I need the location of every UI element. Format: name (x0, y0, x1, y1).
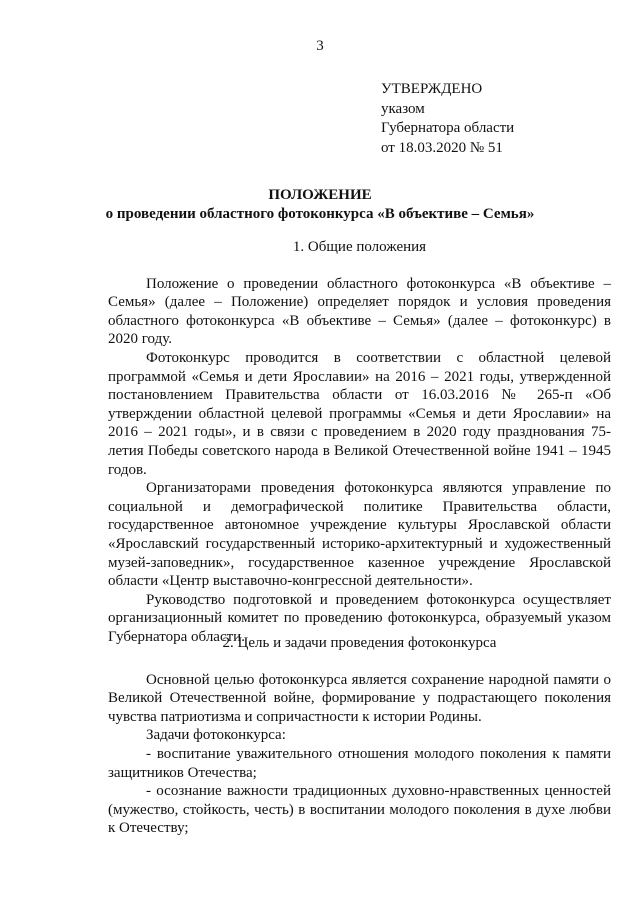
approval-line: УТВЕРЖДЕНО (381, 81, 483, 97)
paragraph: Основной целью фотоконкурса является сохранение народной памяти о Великой Отечественной войне, формирование у подрастающего поколения чувства патриотизма и сопричастности к истории Родины. (108, 671, 611, 725)
section-general-provisions (108, 238, 611, 646)
section-goals-tasks (108, 634, 611, 838)
list-item: - осознание важности традиционных духовно-нравственных ценностей (мужество, стойкость, честь) в воспитании молодого поколения в духе любви к Отечеству; (108, 783, 611, 837)
document-title (0, 186, 640, 224)
paragraph: Организаторами проведения фотоконкурса являются управление по социальной и демографической политике Правительства области, государственное автономное учреждение культуры Ярославской области «Ярославский государственный историко-архитектурный и художественный музей-заповедник», государственное казенное учреждение Ярославской области «Центр выставочно-конгрессной деятельности». (108, 480, 611, 590)
section-heading: 1. Общие положения (292, 239, 427, 255)
page-number: 3 (316, 38, 324, 54)
approval-block (381, 80, 514, 158)
paragraph: Фотоконкурс проводится в соответствии с областной целевой программой «Семья и дети Ярославии» на 2016 – 2021 годы, утвержденной постановлением Правительства области от 16.03.2016 № 265-п «Об утверждении областной целевой программы «Семья и дети Ярославии» на 2016 – 2021 годы», и в связи с проведением в 2020 году празднования 75-летия Победы советского народа в Великой Отечественной войне 1941 – 1945 годов. (108, 349, 611, 478)
title-line: о проведении областного фотоконкурса «В объективе – Семья» (105, 206, 535, 222)
list-item: - воспитание уважительного отношения молодого поколения к памяти защитников Отечества; (108, 745, 611, 781)
title-line: ПОЛОЖЕНИЕ (268, 187, 372, 203)
paragraph: Положение о проведении областного фотоконкурса «В объективе – Семья» (далее – Положение) определяет порядок и условия проведения областного фотоконкурса «В объективе – Семья» (далее – фотоконкурс) в 2020 году. (108, 275, 611, 348)
approval-line: Губернатора области (381, 120, 515, 136)
approval-line: указом (381, 100, 425, 117)
paragraph: Задачи фотоконкурса: (146, 727, 286, 744)
section-heading: 2. Цель и задачи проведения фотоконкурса (222, 635, 497, 651)
approval-line: от 18.03.2020 № 51 (381, 139, 503, 156)
paragraph: Руководство подготовкой и проведением фотоконкурса осуществляет организационный комитет по проведению фотоконкурса, образуемый указом Губернатора области. (108, 591, 611, 645)
